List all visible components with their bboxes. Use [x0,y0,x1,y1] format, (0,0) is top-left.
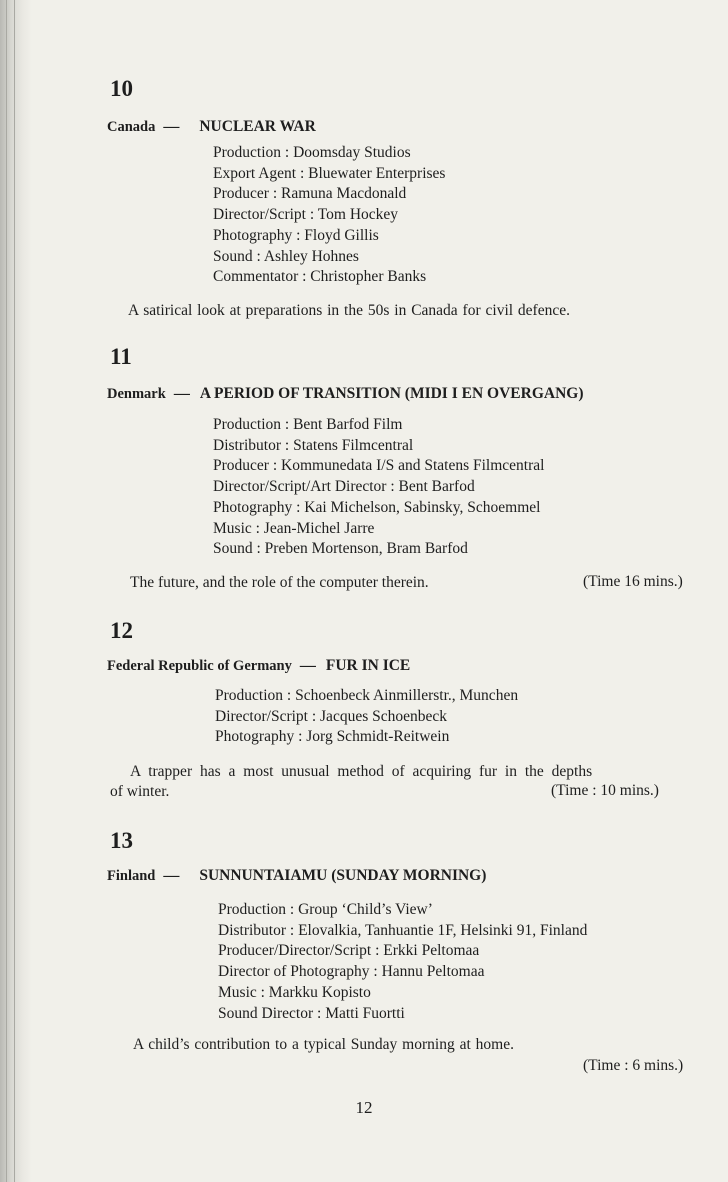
running-time: (Time : 6 mins.) [583,1057,684,1074]
credits-list [213,143,445,288]
credit-line: Producer : Kommunedata I/S and Statens Filmcentral [213,457,545,475]
entry-number: 10 [110,76,133,101]
credits-list [215,686,518,748]
credits-list [213,415,544,560]
entry-description: A child’s contribution to a typical Sunday morning at home. [133,1036,514,1053]
entry-number: 11 [110,344,132,369]
credit-line: Commentator : Christopher Banks [213,268,427,286]
entry-description: The future, and the role of the computer therein. [130,574,429,591]
credit-line: Director/Script : Jacques Schoenbeck [215,707,447,725]
binding-line [6,0,7,1182]
credit-line: Production : Doomsday Studios [213,144,411,161]
entry-heading [107,117,316,137]
heading-dash: — [163,867,180,884]
heading-dash: — [173,385,190,402]
credit-line: Production : Group ‘Child’s View’ [218,901,433,918]
heading-dash: — [299,657,316,674]
entry-description-line: of winter. [110,783,170,800]
entry-title: NUCLEAR WAR [199,118,316,135]
credit-line: Photography : Jorg Schmidt-Reitwein [215,728,450,746]
credits-list [218,900,587,1024]
entry-heading [107,656,410,676]
book-binding-shadow [0,0,32,1182]
entry-heading [107,384,583,404]
credit-line: Photography : Kai Michelson, Sabinsky, Schoemmel [213,498,541,516]
entry-title: FUR IN ICE [325,657,411,674]
entry-number: 13 [110,828,133,853]
credit-line: Production : Schoenbeck Ainmillerstr., Munchen [215,687,519,704]
page-number: 12 [355,1098,373,1117]
credit-line: Director of Photography : Hannu Peltomaa [218,963,485,981]
running-time: (Time 16 mins.) [583,573,683,590]
entry-country: Denmark [107,386,166,402]
entry-description-line: A trapper has a most unusual method of acquiring fur in the depths [130,763,593,780]
entry-heading [107,866,486,886]
credit-line: Producer/Director/Script : Erkki Peltomaa [218,942,480,960]
credit-line: Sound : Preben Mortenson, Bram Barfod [213,540,468,558]
credit-line: Director/Script : Tom Hockey [213,206,399,224]
running-time: (Time : 10 mins.) [551,782,659,799]
credit-line: Photography : Floyd Gillis [213,226,379,244]
credit-line: Distributor : Elovalkia, Tanhuantie 1F, Helsinki 91, Finland [218,921,588,939]
entry-country: Federal Republic of Germany [107,658,292,674]
entry-description: A satirical look at preparations in the 50s in Canada for civil defence. [128,302,570,319]
entry-number: 12 [110,618,133,643]
credit-line: Music : Jean-Michel Jarre [213,519,375,537]
entry-title: A PERIOD OF TRANSITION (MIDI I EN OVERGANG) [199,385,584,402]
binding-line [14,0,15,1182]
credit-line: Production : Bent Barfod Film [213,416,403,433]
credit-line: Producer : Ramuna Macdonald [213,185,407,203]
entry-country: Canada [107,119,156,135]
credit-line: Music : Markku Kopisto [218,983,371,1001]
credit-line: Sound Director : Matti Fuortti [218,1004,405,1022]
heading-dash: — [163,118,180,135]
credit-line: Distributor : Statens Filmcentral [213,436,414,454]
entry-country: Finland [107,868,156,884]
entry-title: SUNNUNTAIAMU (SUNDAY MORNING) [199,867,487,884]
credit-line: Director/Script/Art Director : Bent Barfod [213,478,475,496]
credit-line: Sound : Ashley Hohnes [213,247,359,265]
credit-line: Export Agent : Bluewater Enterprises [213,164,446,182]
